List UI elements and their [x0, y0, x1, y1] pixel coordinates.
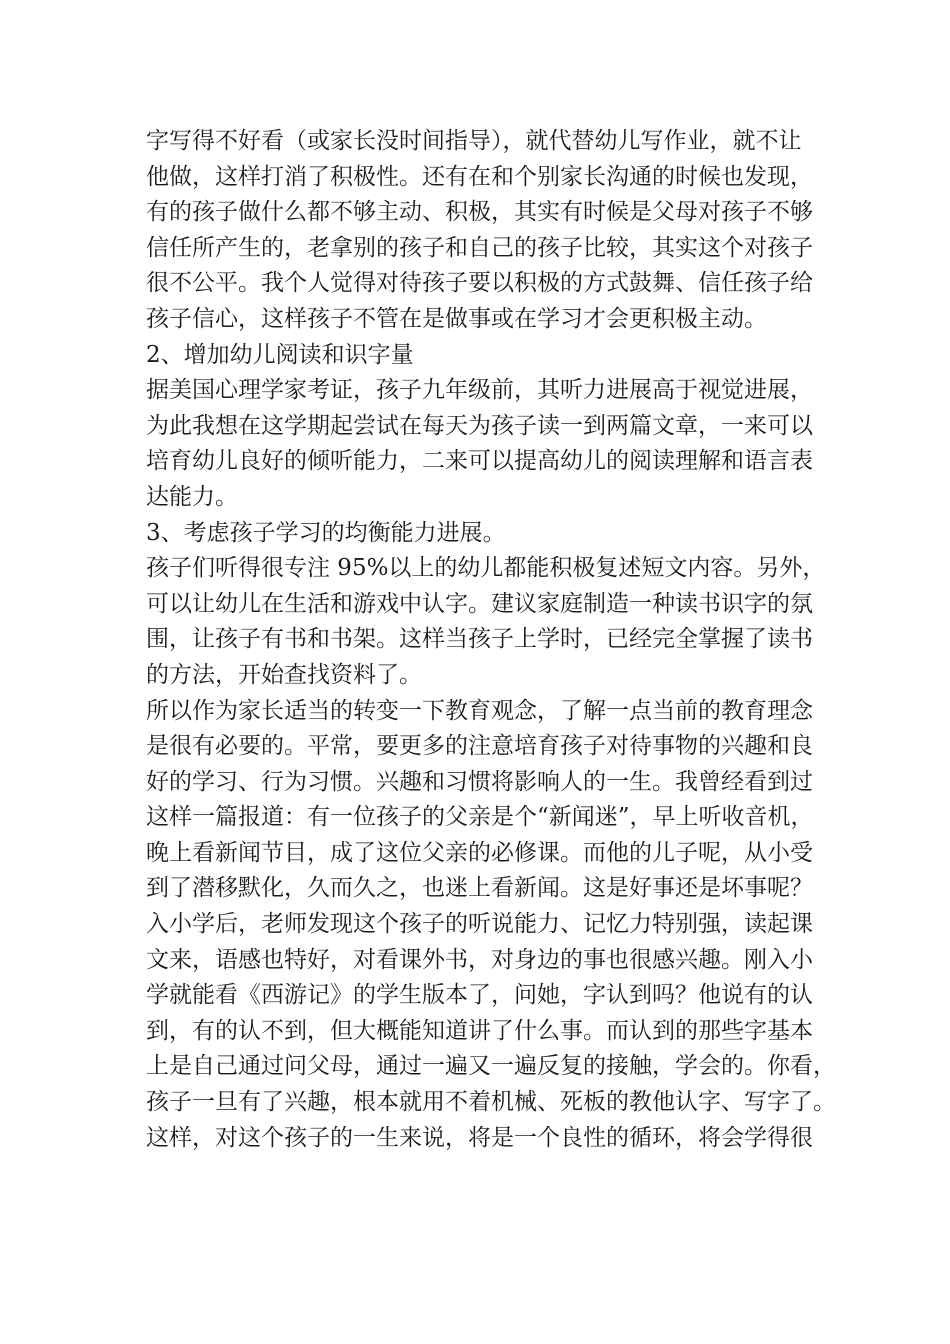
text-line: 围，让孩子有书和书架。这样当孩子上学时，已经完全掌握了读书: [146, 626, 813, 653]
text-line: 字写得不好看（或家长没时间指导），就代替幼儿写作业，就不让: [146, 128, 802, 154]
text-line: 上是自己通过问父母，通过一遍又一遍反复的接触，学会的。你看，: [146, 1053, 836, 1080]
text-line: 为此我想在这学期起尝试在每天为孩子读一到两篇文章，一来可以: [146, 412, 813, 439]
section-heading: 3、考虑孩子学习的均衡能力进展。: [146, 519, 506, 546]
text-line: 是很有必要的。平常，要更多的注意培育孩子对待事物的兴趣和良: [146, 733, 813, 760]
text-line: 孩子一旦有了兴趣，根本就用不着机械、死板的教他认字、写字了。: [146, 1089, 836, 1116]
text-line: 到了潜移默化，久而久之，也迷上看新闻。这是好事还是坏事呢？: [146, 875, 813, 902]
text-line: 信任所产生的，老拿别的孩子和自己的孩子比较，其实这个对孩子: [146, 234, 813, 261]
text-line: 可以让幼儿在生活和游戏中认字。建议家庭制造一种读书识字的氛: [146, 590, 813, 617]
text-line: 培育幼儿良好的倾听能力，二来可以提高幼儿的阅读理解和语言表: [146, 448, 813, 475]
text-line: 好的学习、行为习惯。兴趣和习惯将影响人的一生。我曾经看到过: [146, 768, 813, 795]
text-line: 到，有的认不到，但大概能知道讲了什么事。而认到的那些字基本: [146, 1017, 813, 1044]
text-line: 这样，对这个孩子的一生来说，将是一个良性的循环，将会学得很: [146, 1124, 813, 1151]
text-line: 有的孩子做什么都不够主动、积极，其实有时候是父母对孩子不够: [146, 199, 813, 226]
text-line: 学就能看《西游记》的学生版本了，问她，字认到吗？他说有的认: [146, 982, 813, 1009]
section-heading: 2、增加幼儿阅读和识字量: [146, 341, 414, 368]
text-line: 很不公平。我个人觉得对待孩子要以积极的方式鼓舞、信任孩子给: [146, 270, 813, 297]
text-line: 达能力。: [146, 483, 238, 510]
text-line: 文来，语感也特好，对看课外书，对身边的事也很感兴趣。刚入小: [146, 946, 813, 973]
text-line: 据美国心理学家考证，孩子九年级前，其听力进展高于视觉进展，: [146, 377, 813, 404]
text-line: 这样一篇报道：有一位孩子的父亲是个“新闻迷”，早上听收音机，: [146, 804, 814, 831]
document-body-text: [146, 124, 836, 1156]
text-line: 所以作为家长适当的转变一下教育观念，了解一点当前的教育理念: [146, 697, 813, 724]
text-line: 他做，这样打消了积极性。还有在和个别家长沟通的时候也发现，: [146, 163, 813, 190]
text-line: 的方法，开始查找资料了。: [146, 661, 422, 688]
text-line: 孩子信心，这样孩子不管在是做事或在学习才会更积极主动。: [146, 305, 767, 332]
text-line: 晚上看新闻节目，成了这位父亲的必修课。而他的儿子呢，从小受: [146, 839, 813, 866]
text-line: 入小学后，老师发现这个孩子的听说能力、记忆力特别强，读起课: [146, 911, 813, 938]
text-line: 孩子们听得很专注 95%以上的幼儿都能积极复述短文内容。另外，: [146, 555, 826, 582]
